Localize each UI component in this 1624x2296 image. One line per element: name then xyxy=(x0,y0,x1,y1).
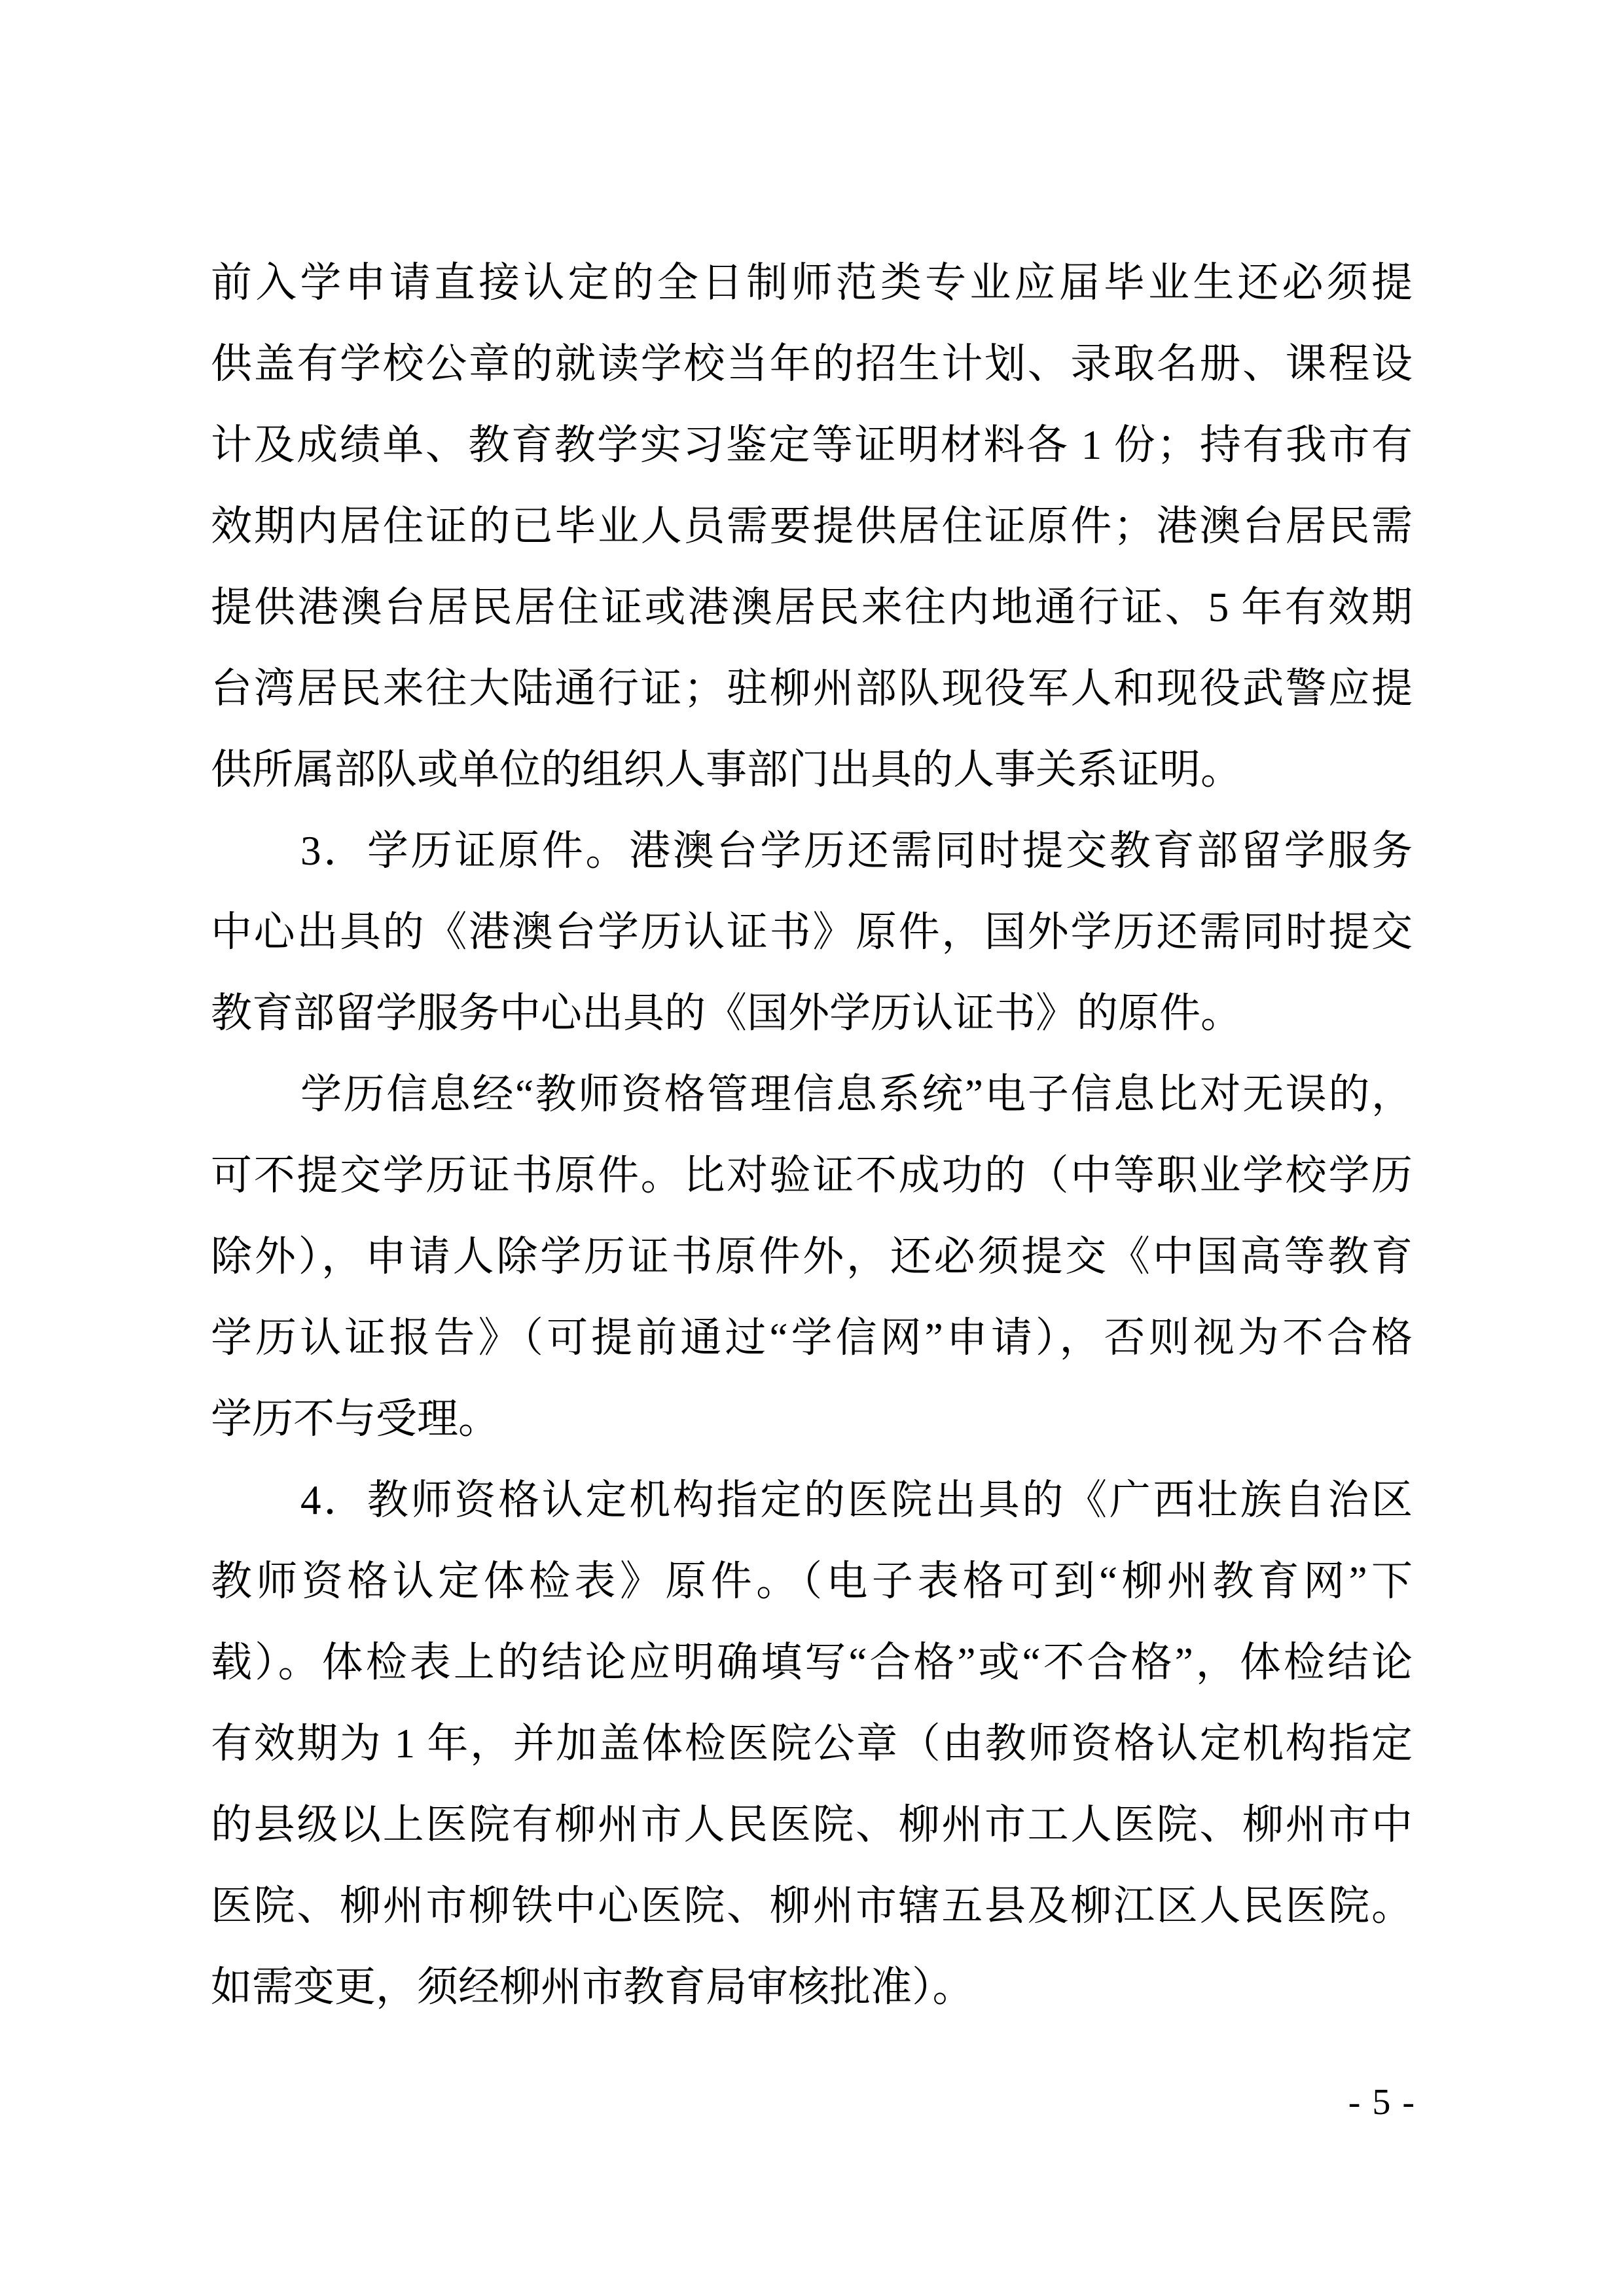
text-line: 除外），申请人除学历证书原件外，还必须提交《中国高等教育 xyxy=(211,1234,1413,1280)
text-line: 有效期为 1 年，并加盖体检医院公章（由教师资格认定机构指定 xyxy=(211,1721,1413,1767)
text-line: 计及成绩单、教育教学实习鉴定等证明材料各 1 份；持有我市有 xyxy=(211,422,1413,468)
document-body xyxy=(211,242,1413,2028)
text-line: 效期内居住证的已毕业人员需要提供居住证原件；港澳台居民需 xyxy=(211,503,1413,549)
text-line: 供所属部队或单位的组织人事部门出具的人事关系证明。 xyxy=(211,747,1242,793)
text-line: 如需变更，须经柳州市教育局审核批准）。 xyxy=(211,1964,974,2010)
text-line: 教师资格认定体检表》原件。（电子表格可到“柳州教育网”下 xyxy=(211,1558,1413,1604)
text-line: 中心出具的《港澳台学历认证书》原件，国外学历还需同时提交 xyxy=(211,909,1413,955)
text-line: 学历信息经“教师资格管理信息系统”电子信息比对无误的， xyxy=(300,1071,1413,1117)
text-line: 学历认证报告》（可提前通过“学信网”申请），否则视为不合格 xyxy=(211,1315,1413,1361)
page-number: - 5 - xyxy=(1348,2082,1416,2123)
text-line: 的县级以上医院有柳州市人民医院、柳州市工人医院、柳州市中 xyxy=(211,1802,1413,1848)
text-line: 前入学申请直接认定的全日制师范类专业应届毕业生还必须提 xyxy=(211,260,1413,306)
text-line: 学历不与受理。 xyxy=(211,1396,499,1442)
text-line: 可不提交学历证书原件。比对验证不成功的（中等职业学校学历 xyxy=(211,1153,1413,1198)
text-line: 教育部留学服务中心出具的《国外学历认证书》的原件。 xyxy=(211,990,1242,1036)
text-line: 提供港澳台居民居住证或港澳居民来往内地通行证、5 年有效期 xyxy=(211,584,1413,630)
text-line: 载）。体检表上的结论应明确填写“合格”或“不合格”，体检结论 xyxy=(211,1640,1413,1685)
text-line: 台湾居民来往大陆通行证；驻柳州部队现役军人和现役武警应提 xyxy=(211,666,1413,711)
text-line-item-3: 3．学历证原件。港澳台学历还需同时提交教育部留学服务 xyxy=(300,828,1413,874)
text-line: 供盖有学校公章的就读学校当年的招生计划、录取名册、课程设 xyxy=(211,341,1413,387)
text-line: 医院、柳州市柳铁中心医院、柳州市辖五县及柳江区人民医院。 xyxy=(211,1883,1413,1929)
text-line-item-4: 4．教师资格认定机构指定的医院出具的《广西壮族自治区 xyxy=(300,1477,1413,1523)
